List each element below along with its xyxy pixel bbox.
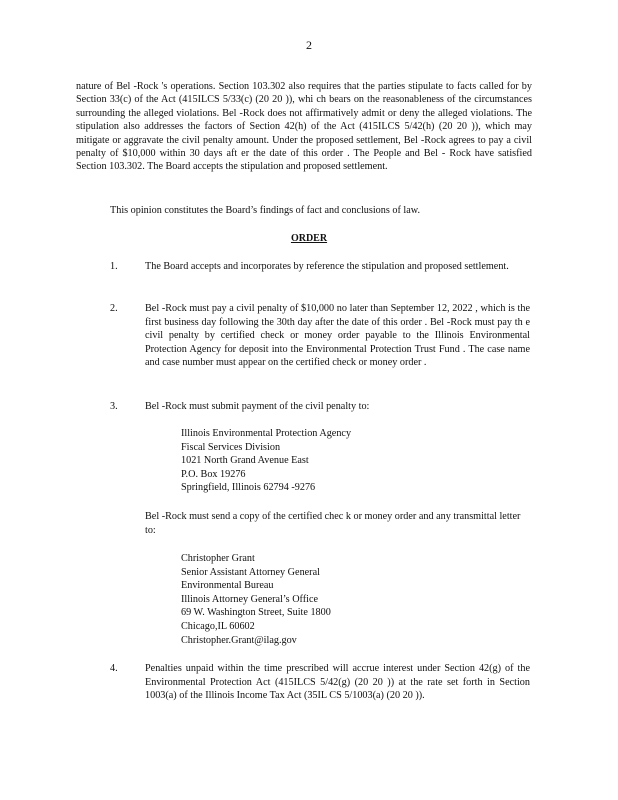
opinion-paragraph-continued: nature of Bel -Rock 's operations. Section 103.302 also requires that the parties stipulate to facts called for by Section 33(c) of the Act (415ILCS 5/33(c) (20 20 )), whi ch bears on the reasonableness of the circumstances surrounding the alleged violations. Bel -Rock does not affirmatively admit or deny the alleged violations. The stipulation also addresses the factors of Section 42(h) of the Act (415ILCS 5/42(h) (20 20 )), which may mitigate or aggravate the civil penalty amount. Under the proposed settlement, Bel -Rock agrees to pay a civil penalty of $10,000 within 30 days aft er the date of this order . The People and Bel - Rock have satisfied Section 103.302. The Board accepts the stipulation and proposed settlement. bbox=[76, 81, 532, 173]
item-number: 2. bbox=[110, 303, 118, 314]
item-number: 4. bbox=[110, 663, 118, 674]
email-address: Christopher.Grant@ilag.gov bbox=[181, 634, 297, 646]
address-line: Fiscal Services Division bbox=[181, 441, 281, 453]
address-line: Environmental Bureau bbox=[181, 580, 274, 592]
item-number: 3. bbox=[110, 401, 118, 412]
item-text: Bel -Rock must submit payment of the civil penalty to: bbox=[145, 401, 370, 412]
address-line: Illinois Attorney General’s Office bbox=[181, 593, 319, 605]
item-text: Bel -Rock must pay a civil penalty of $10,000 no later than September 12, 2022 , which is the first business day following the 30th day after the date of this order . Bel -Rock must pay th e civil penalty by certified check or money order payable to the Illinois Environmental Protection Agency for deposit into the Environmental Protection Trust Fund . The case name and case number must appear on the certified check or money order . bbox=[145, 303, 530, 369]
address-line: Springfield, Illinois 62794 -9276 bbox=[181, 482, 316, 494]
page-number: 2 bbox=[306, 38, 312, 52]
copy-address bbox=[181, 552, 331, 647]
item-text: The Board accepts and incorporates by reference the stipulation and proposed settlement. bbox=[145, 261, 509, 272]
address-line: 1021 North Grand Avenue East bbox=[181, 455, 309, 467]
item-text: Penalties unpaid within the time prescribed will accrue interest under Section 42(g) of the Environmental Protection Act (415ILCS 5/42(g) (20 20 )) at the rate set forth in Section 1003(a) of the Illinois Income Tax Act (35IL CS 5/1003(a) (20 20 )). bbox=[145, 663, 530, 702]
copy-instruction: Bel -Rock must send a copy of the certified chec k or money order and any transmittal letter to: bbox=[145, 511, 521, 536]
address-line: Christopher Grant bbox=[181, 553, 255, 564]
address-line: P.O. Box 19276 bbox=[181, 468, 246, 480]
address-line: Chicago,IL 60602 bbox=[181, 620, 255, 632]
payment-address bbox=[181, 427, 351, 495]
item-number: 1. bbox=[110, 261, 118, 272]
order-heading bbox=[0, 233, 618, 244]
address-line: Senior Assistant Attorney General bbox=[181, 566, 320, 578]
findings-statement: This opinion constitutes the Board’s findings of fact and conclusions of law. bbox=[110, 205, 421, 216]
address-line: 69 W. Washington Street, Suite 1800 bbox=[181, 607, 331, 619]
order-heading-text: ORDER bbox=[290, 233, 328, 244]
address-line: Illinois Environmental Protection Agency bbox=[181, 428, 352, 439]
